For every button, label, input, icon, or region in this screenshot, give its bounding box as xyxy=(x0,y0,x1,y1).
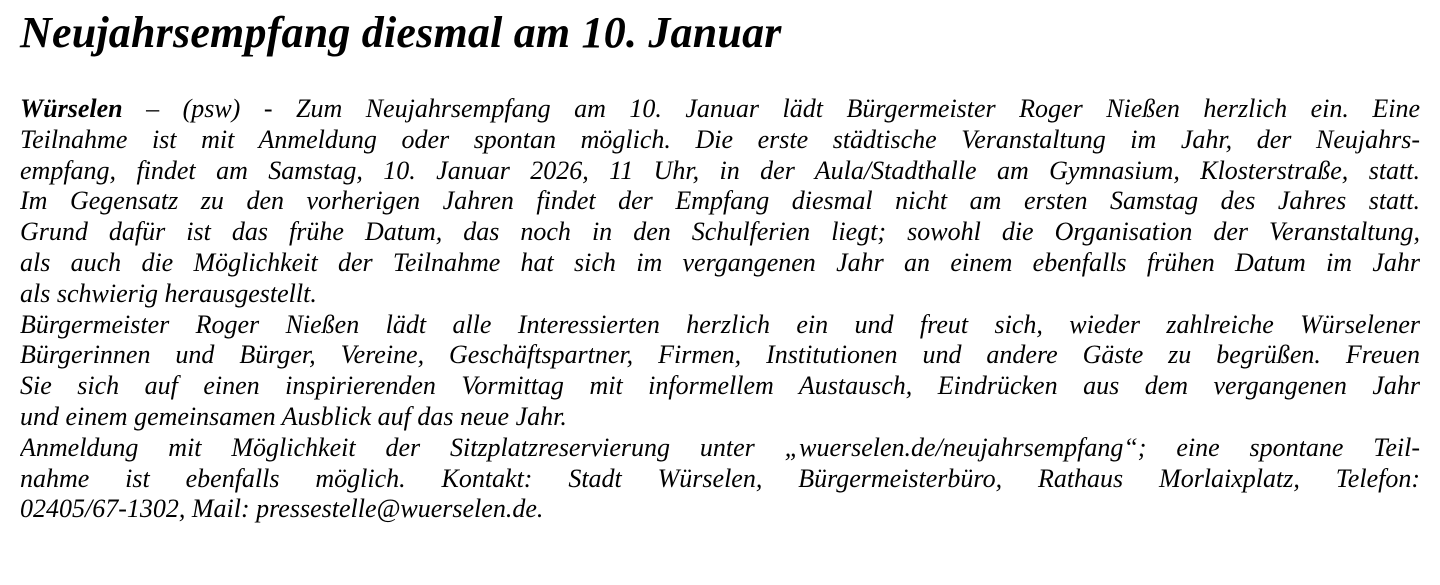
article-line-3: empfang, findet am Samstag, 10. Januar 2026, 11 Uhr, in der Aula/Stadthalle am Gymnasium, Klosterstraße, statt. xyxy=(20,155,1420,185)
article-line-9: Bürgerinnen und Bürger, Vereine, Geschäftspartner, Firmen, Institutionen und andere Gäste zu begrüßen. Freuen xyxy=(20,340,1420,370)
article-line-8: Bürgermeister Roger Nießen lädt alle Interessierten herzlich ein und freut sich, wieder zahlreiche Würselener xyxy=(20,309,1420,339)
article-line-10: Sie sich auf einen inspirierenden Vormittag mit informellem Austausch, Eindrücken aus dem vergangenen Jahr xyxy=(20,371,1420,401)
article-line-13: nahme ist ebenfalls möglich. Kontakt: Stadt Würselen, Bürgermeisterbüro, Rathaus Morlaixplatz, Telefon: xyxy=(20,463,1420,493)
dateline-place: Würselen xyxy=(20,94,123,123)
article-line-6: als auch die Möglichkeit der Teilnahme hat sich im vergangenen Jahr an einem ebenfalls frühen Datum im Jahr xyxy=(20,247,1420,277)
article-line-2: Teilnahme ist mit Anmeldung oder spontan möglich. Die erste städtische Veranstaltung im Jahr, der Neujahrs- xyxy=(20,124,1420,154)
article-line-14: 02405/67-1302, Mail: pressestelle@wuerselen.de. xyxy=(20,494,544,524)
article-body xyxy=(20,94,1420,525)
article-line-5: Grund dafür ist das frühe Datum, das noch in den Schulferien liegt; sowohl die Organisation der Veranstaltung, xyxy=(20,217,1420,247)
article-headline: Neujahrsempfang diesmal am 10. Januar xyxy=(20,8,782,57)
article-line-7: als schwierig herausgestellt. xyxy=(20,278,317,308)
article-line-1 xyxy=(20,94,1420,125)
article-line-12: Anmeldung mit Möglichkeit der Sitzplatzreservierung unter „wuerselen.de/neujahrsempfang“; eine spontane Teil- xyxy=(20,432,1420,462)
article-line-1-text: – (psw) - Zum Neujahrsempfang am 10. Januar lädt Bürgermeister Roger Nießen herzlich ein. Eine xyxy=(122,94,1420,123)
press-release-article xyxy=(20,0,1420,525)
article-line-11: und einem gemeinsamen Ausblick auf das neue Jahr. xyxy=(20,401,567,431)
article-line-4: Im Gegensatz zu den vorherigen Jahren findet der Empfang diesmal nicht am ersten Samstag des Jahres statt. xyxy=(20,186,1420,216)
